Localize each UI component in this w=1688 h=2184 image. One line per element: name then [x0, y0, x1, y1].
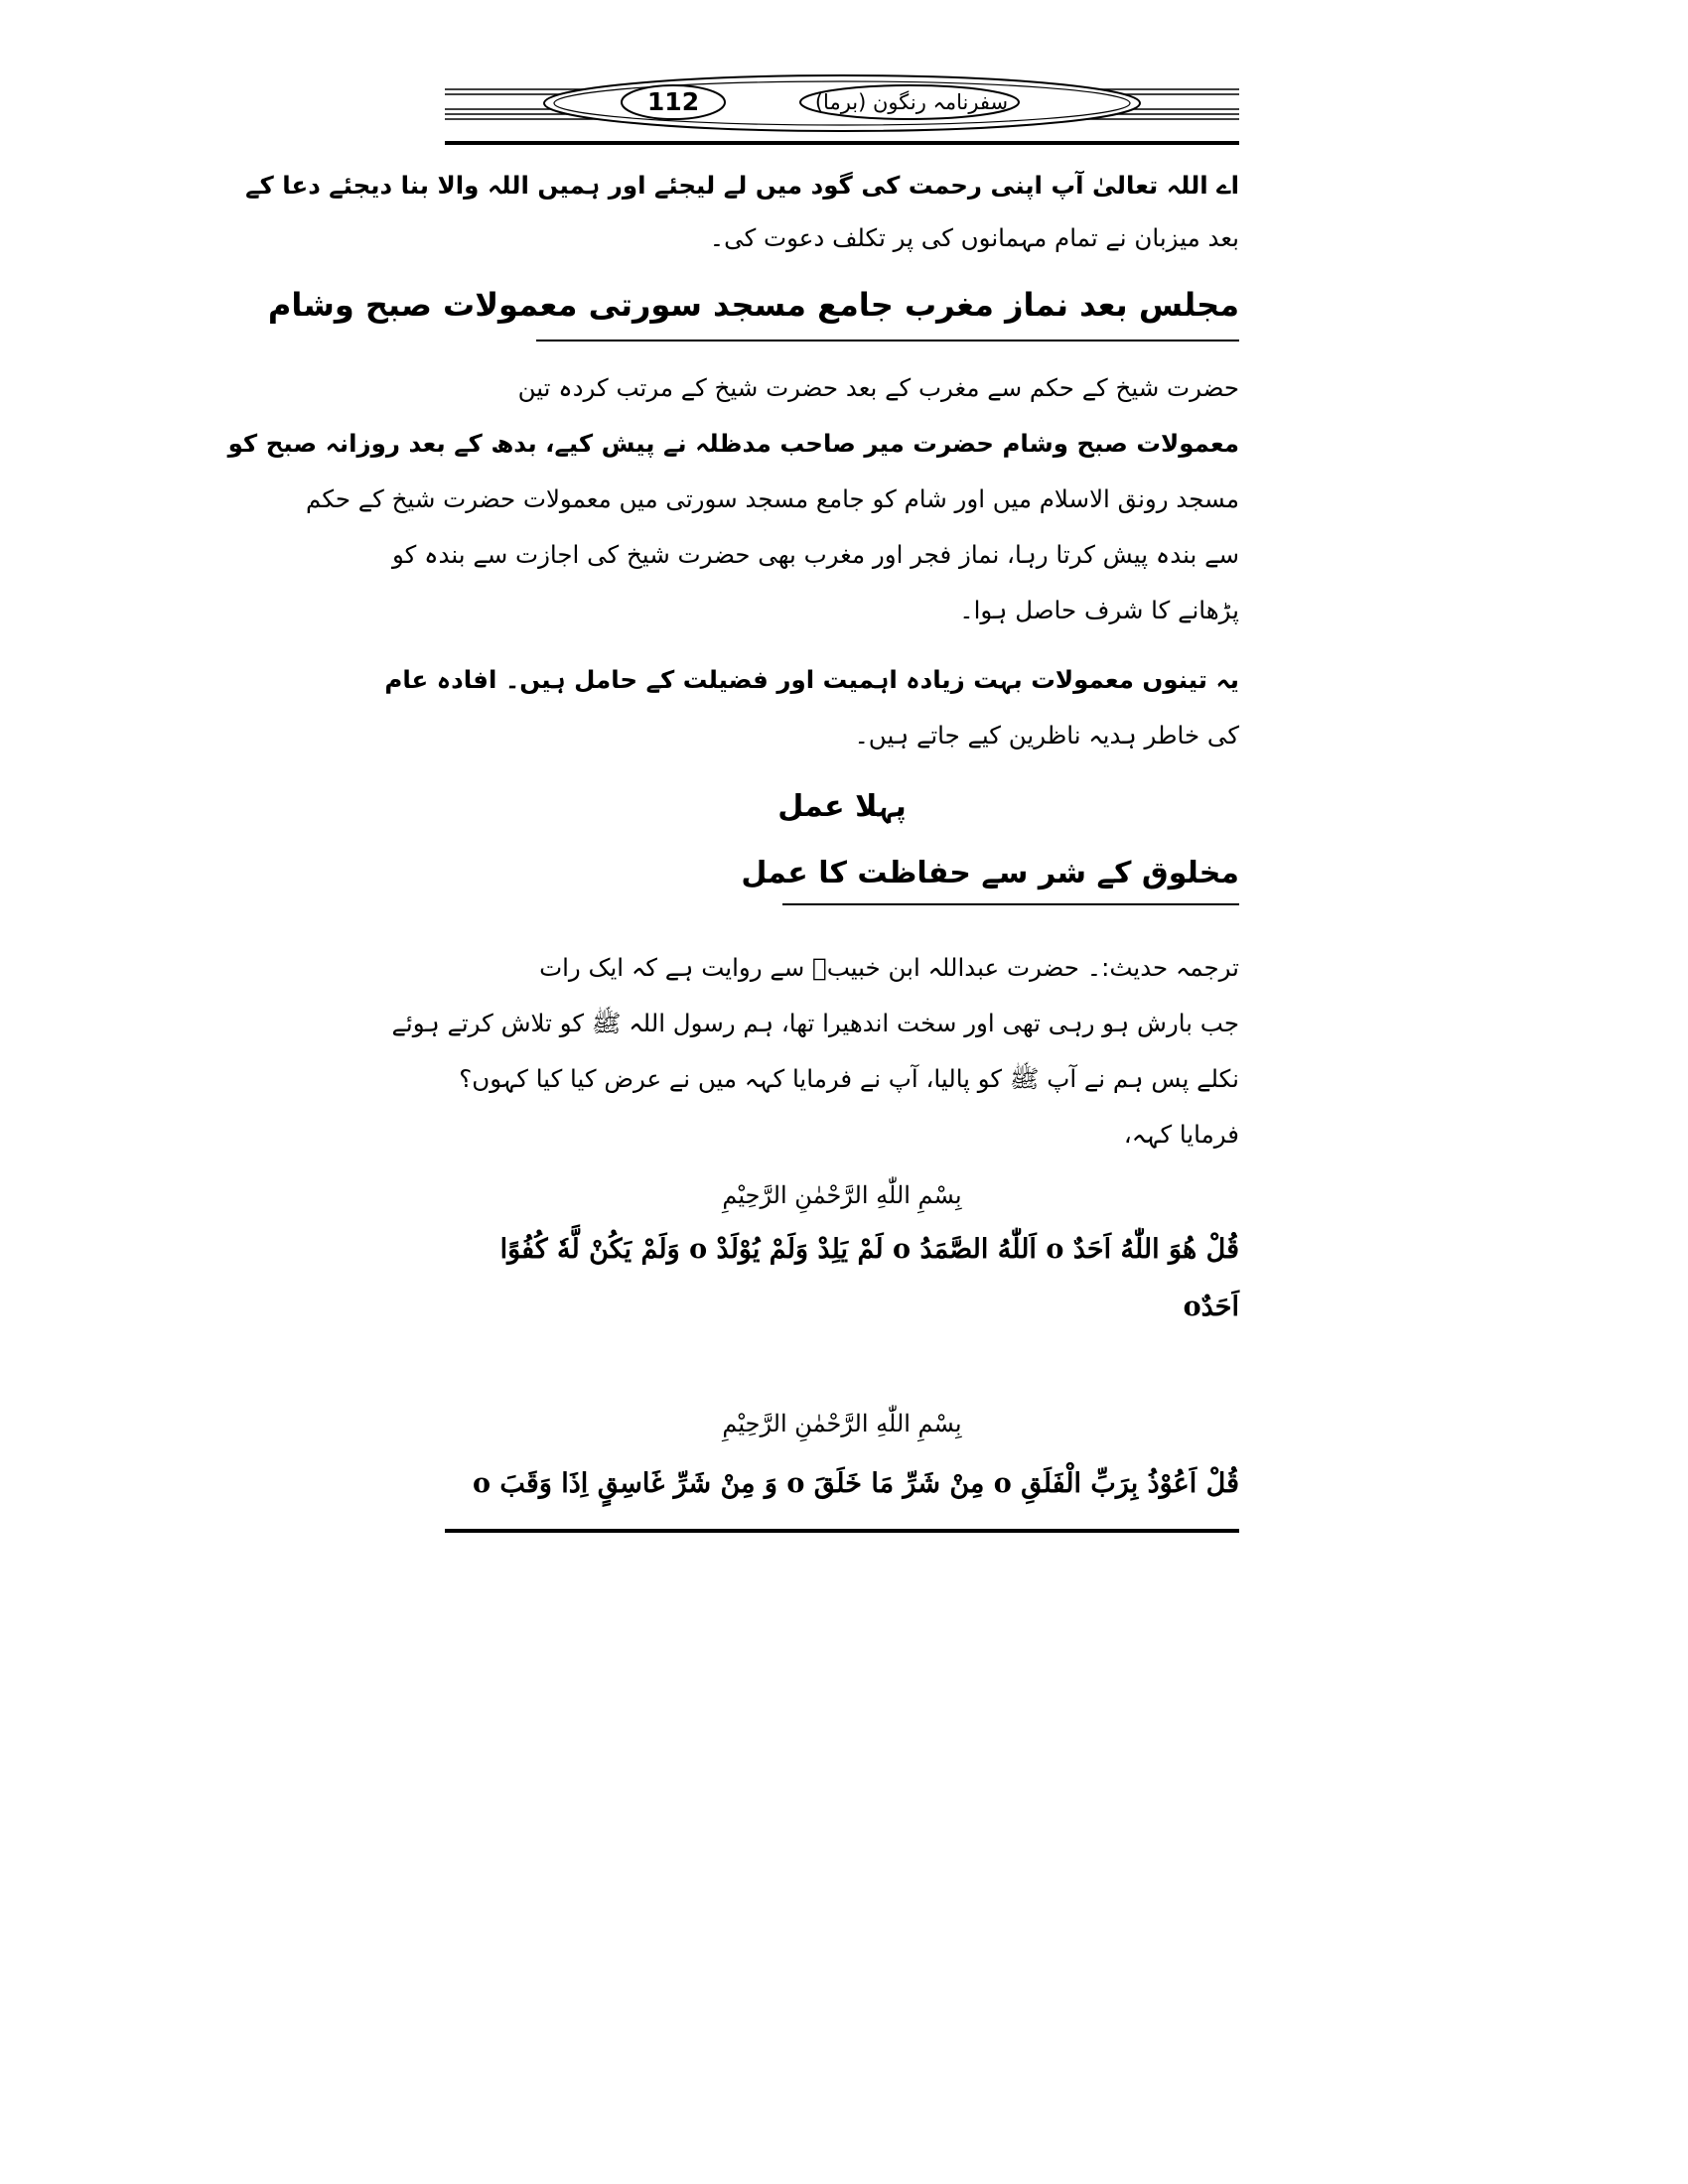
quran-verse-line: اَحَدٌo	[1183, 1292, 1239, 1322]
practice-subtitle-underline	[782, 903, 1239, 905]
footer-rule	[445, 1529, 1239, 1533]
text-line: بعد میزبان نے تمام مہمانوں کی پر تکلف دعوت کی۔	[709, 223, 1239, 252]
text-line: یہ تینوں معمولات بہت زیادہ اہمیت اور فضیلت کے حامل ہیں۔ افادہ عام	[384, 665, 1239, 694]
quran-verse-line: قُلْ هُوَ اللّٰهُ اَحَدٌ o اَللّٰهُ الصَّمَدُ o لَمْ يَلِدْ وَلَمْ يُوْلَدْ o وَلَمْ يَكُنْ لَّهٗ كُفُوًا	[499, 1234, 1239, 1265]
text-line: ترجمہ حدیث:۔ حضرت عبداللہ ابن خبیبؓ سے روایت ہے کہ ایک رات	[539, 953, 1239, 982]
text-line: حضرت شیخ کے حکم سے مغرب کے بعد حضرت شیخ کے مرتب کردہ تین	[517, 373, 1239, 402]
running-header	[445, 79, 1239, 151]
book-page	[227, 79, 1239, 1549]
text-line: اے اللہ تعالیٰ آپ اپنی رحمت کی گود میں لے لیجئے اور ہمیں اللہ والا بنا دیجئے دعا کے	[245, 171, 1239, 200]
bismillah: بِسْمِ اللّٰهِ الرَّحْمٰنِ الرَّحِيْمِ	[722, 1410, 962, 1437]
page-number: 112	[646, 87, 700, 116]
practice-subtitle: مخلوق کے شر سے حفاظت کا عمل	[741, 856, 1239, 890]
quran-verse-line: قُلْ اَعُوْذُ بِرَبِّ الْفَلَقِ o مِنْ شَرِّ مَا خَلَقَ o وَ مِنْ شَرِّ غَاسِقٍ اِذَا وَقَبَ o	[473, 1468, 1239, 1499]
text-line: جب بارش ہو رہی تھی اور سخت اندھیرا تھا، ہم رسول اللہ ﷺ کو تلاش کرتے ہوئے	[391, 1009, 1239, 1037]
text-line: سے بندہ پیش کرتا رہا، نماز فجر اور مغرب بھی حضرت شیخ کی اجازت سے بندہ کو	[392, 540, 1239, 569]
header-rule	[445, 141, 1239, 145]
text-line: معمولات صبح وشام حضرت میر صاحب مدظلہ نے پیش کیے، بدھ کے بعد روزانہ صبح کو	[227, 429, 1239, 458]
text-line: کی خاطر ہدیہ ناظرین کیے جاتے ہیں۔	[854, 721, 1239, 750]
text-line: پڑھانے کا شرف حاصل ہوا۔	[959, 596, 1239, 624]
book-title: سفرنامہ رنگون (برما)	[814, 90, 1009, 114]
text-line: نکلے پس ہم نے آپ ﷺ کو پالیا، آپ نے فرمایا کہہ میں نے عرض کیا کیا کہوں؟	[459, 1064, 1239, 1093]
practice-title: پہلا عمل	[777, 789, 907, 824]
text-line: فرمایا کہہ،	[1123, 1120, 1239, 1149]
section-heading: مجلس بعد نماز مغرب جامع مسجد سورتی معمولات صبح وشام	[267, 286, 1239, 324]
section-heading-underline	[536, 340, 1239, 341]
bismillah: بِسْمِ اللّٰهِ الرَّحْمٰنِ الرَّحِيْمِ	[722, 1181, 962, 1209]
text-line: مسجد رونق الاسلام میں اور شام کو جامع مسجد سورتی میں معمولات حضرت شیخ کے حکم	[306, 484, 1239, 513]
